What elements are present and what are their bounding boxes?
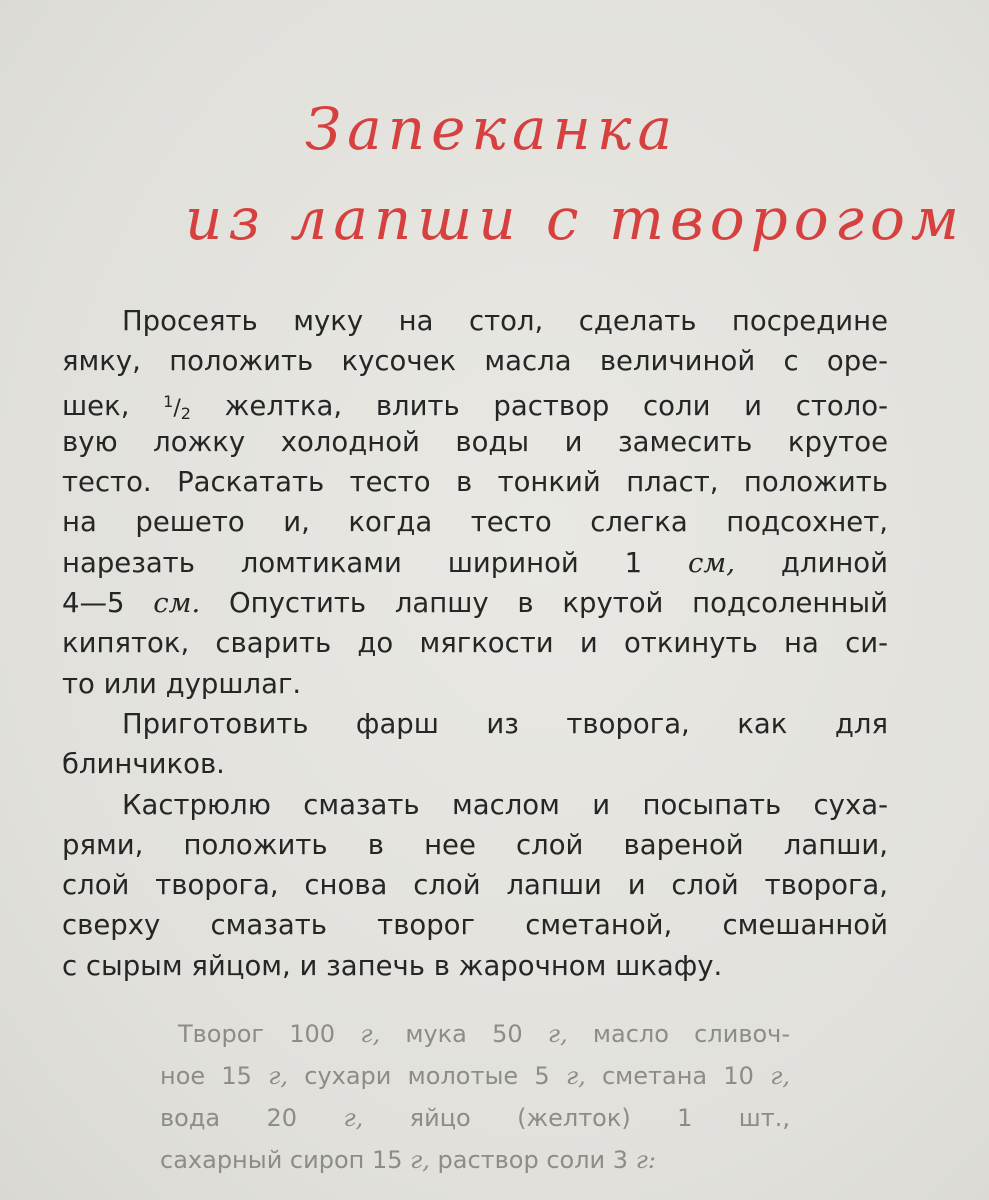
text-line: с сырым яйцом, и запечь в жарочном шкафу. [62,949,723,982]
text-line [62,543,888,583]
text-line: Приготовить фарш из творога, как для [122,707,888,740]
text-fragment: нарезать ломтиками шириной 1 [62,546,643,579]
text-fragment: Опустить лапшу в крутой подсоленный [228,587,888,620]
text-fragment: раствор соли 3 [437,1146,629,1174]
text-fragment: Творог 100 [178,1020,336,1048]
text-fragment: сахарный сироп 15 [160,1146,403,1174]
text-line: на решето и, когда тесто слегка подсохнет, [62,506,888,539]
text-line: слой творога, снова слой лапши и слой творога, [62,869,888,902]
ingredients-list [160,1013,790,1181]
text-fragment: длиной [780,546,888,579]
text-fragment: яйцо (желток) 1 шт., [409,1104,790,1132]
fraction-numerator: 1 [163,391,174,411]
text-line: кипяток, сварить до мягкости и откинуть на си- [62,627,888,660]
text-line: рями, положить в нее слой вареной лапши, [62,828,888,861]
text-fragment: 4—5 [62,587,125,620]
ingredients-line [160,1013,790,1055]
text-fragment: вода 20 [160,1104,298,1132]
text-fragment: желтка, влить раствор соли и столо- [224,389,888,422]
text-line: Просеять муку на стол, сделать посредине [122,305,888,337]
unit-gram: г: [635,1146,656,1174]
text-line: вую ложку холодной воды и замесить крутое [62,425,888,458]
recipe-title-line-2: из лапши с творогом [185,185,965,253]
text-line [62,583,888,623]
text-line: блинчиков. [62,748,225,781]
text-fragment: сметана 10 [601,1062,754,1090]
text-line: сверху смазать творог сметаной, смешанной [62,909,888,942]
text-line: тесто. Раскатать тесто в тонкий пласт, положить [62,466,888,499]
text-fragment: мука 50 [405,1020,523,1048]
ingredients-line [160,1055,790,1097]
unit-gram: г, [268,1062,288,1090]
text-fragment: шек, [62,389,130,422]
unit-cm: см, [688,546,735,579]
unit-gram: г, [343,1104,364,1132]
text-fragment: сухари молотые 5 [304,1062,550,1090]
recipe-title-line-1: Запеканка [305,95,679,163]
recipe-instructions [62,301,888,986]
ingredients-line [160,1139,790,1181]
text-fragment: ное 15 [160,1062,252,1090]
ingredients-line [160,1097,790,1139]
text-line: то или дуршлаг. [62,667,302,700]
unit-gram: г, [410,1146,430,1174]
fraction-half: $^1/_2$ [163,391,191,423]
unit-cm: см. [153,587,201,620]
text-line: ямку, положить кусочек масла величиной с оре- [62,345,888,378]
unit-gram: г, [770,1062,790,1090]
text-line [62,382,888,422]
unit-gram: г, [547,1020,568,1048]
text-line: Кастрюлю смазать маслом и посыпать суха- [122,788,888,821]
unit-gram: г, [360,1020,381,1048]
unit-gram: г, [565,1062,586,1090]
text-fragment: масло сливоч- [592,1020,790,1048]
fraction-denominator: 2 [180,403,191,423]
